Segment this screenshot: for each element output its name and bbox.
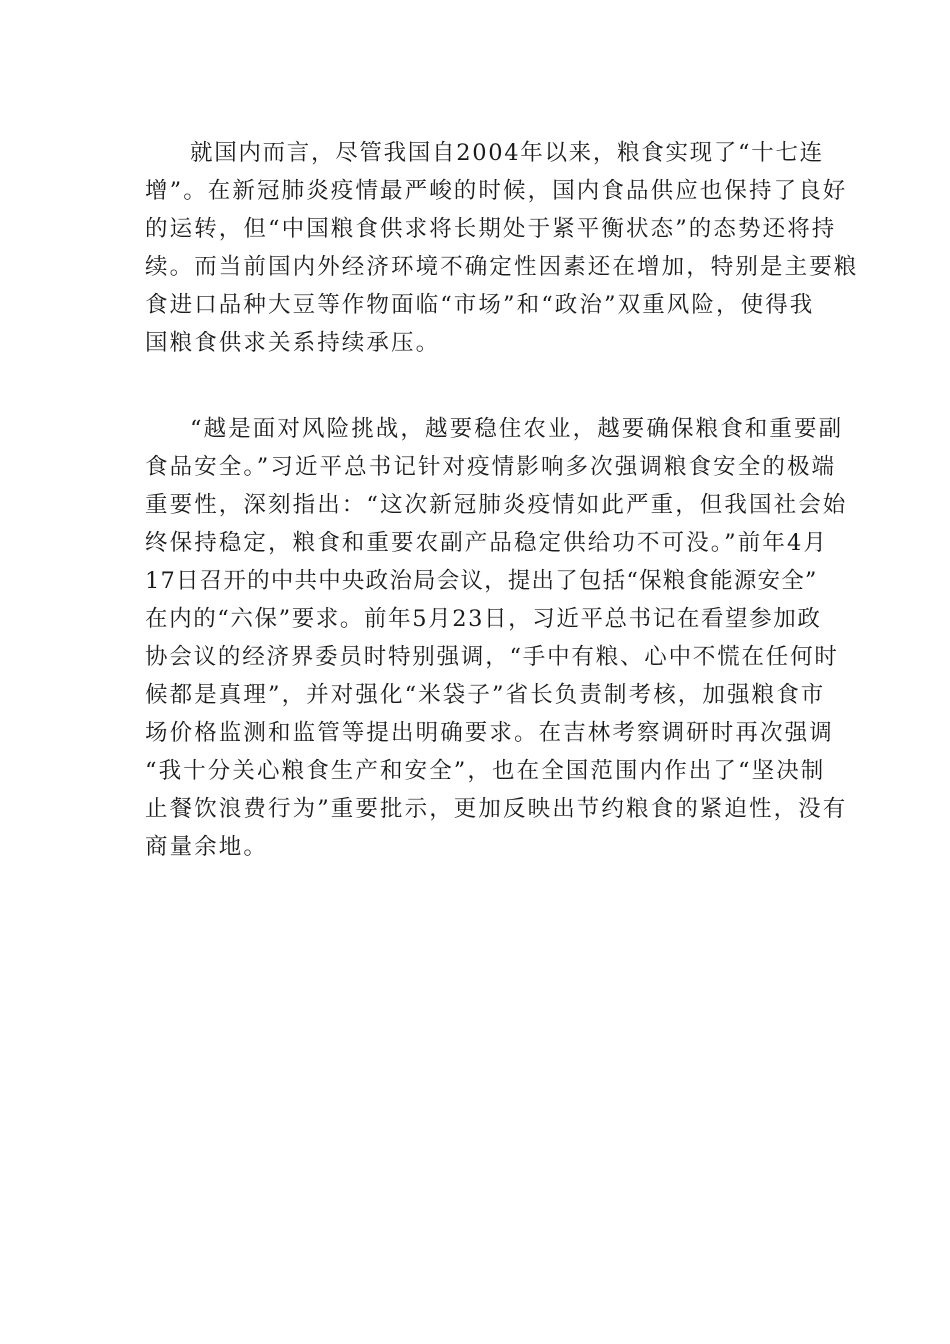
text-line: 增”。在新冠肺炎疫情最严峻的时候，国内食品供应也保持了良好 xyxy=(145,178,848,204)
text-line: 国粮食供求关系持续承压。 xyxy=(145,330,441,356)
text-line: 协会议的经济界委员时特别强调，“手中有粮、心中不慌在任何时 xyxy=(145,644,839,670)
text-line: “我十分关心粮食生产和安全”，也在全国范围内作出了“坚决制 xyxy=(145,758,826,784)
text-line: “越是面对风险挑战，越要稳住农业，越要确保粮食和重要副 xyxy=(190,416,844,442)
text-line: 终保持稳定，粮食和重要农副产品稳定供给功不可没。”前年4月 xyxy=(145,530,828,556)
text-line: 场价格监测和监管等提出明确要求。在吉林考察调研时再次强调 xyxy=(145,720,834,746)
paragraph-spacer xyxy=(145,362,807,410)
text-line: 候都是真理”，并对强化“米袋子”省长负责制考核，加强粮食市 xyxy=(145,682,826,708)
text-line: 重要性，深刻指出：“这次新冠肺炎疫情如此严重，但我国社会始 xyxy=(145,492,848,518)
text-line: 商量余地。 xyxy=(145,834,269,860)
text-line: 17日召开的中共中央政治局会议，提出了包括“保粮食能源安全” xyxy=(145,568,818,594)
text-line: 在内的“六保”要求。前年5月23日，习近平总书记在看望参加政 xyxy=(145,606,822,632)
paragraph-food-security xyxy=(145,410,848,866)
body-text xyxy=(145,134,859,866)
text-line: 续。而当前国内外经济环境不确定性因素还在增加，特别是主要粮 xyxy=(145,254,859,280)
paragraph-domestic-grain xyxy=(145,134,859,362)
text-line: 食进口品种大豆等作物面临“市场”和“政治”双重风险，使得我 xyxy=(145,292,815,318)
text-line: 就国内而言，尽管我国自2004年以来，粮食实现了“十七连 xyxy=(190,140,824,166)
text-line: 食品安全。”习近平总书记针对疫情影响多次强调粮食安全的极端 xyxy=(145,454,837,480)
text-line: 的运转，但“中国粮食供求将长期处于紧平衡状态”的态势还将持 xyxy=(145,216,837,242)
text-line: 止餐饮浪费行为”重要批示，更加反映出节约粮食的紧迫性，没有 xyxy=(145,796,848,822)
